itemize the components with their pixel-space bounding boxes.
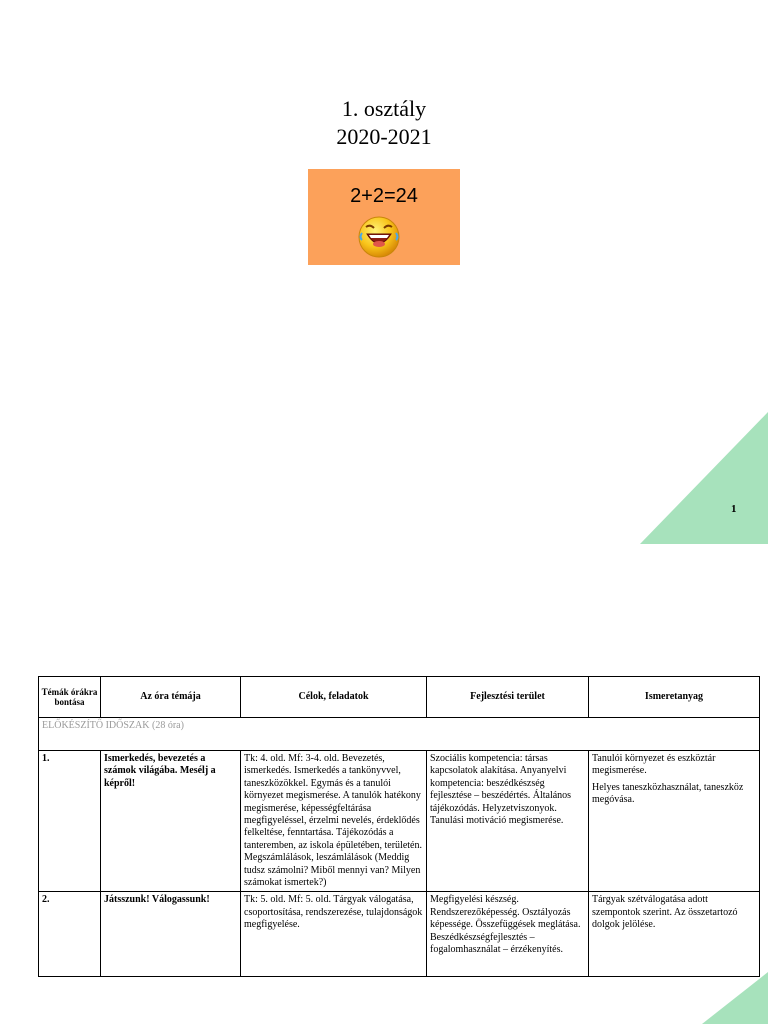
section-row bbox=[39, 718, 760, 751]
title-school-year: 2020-2021 bbox=[336, 124, 432, 149]
header-topics-by-lesson: Témák órákra bontása bbox=[39, 677, 101, 718]
header-lesson-topic: Az óra témája bbox=[101, 677, 241, 718]
page-number: 1 bbox=[731, 503, 737, 515]
lesson-knowledge bbox=[589, 892, 760, 977]
table-row bbox=[39, 751, 760, 892]
knowledge-item: Tanulói környezet és eszköztár megismerése. bbox=[592, 753, 716, 777]
decorative-triangle bbox=[640, 412, 768, 544]
lesson-goals: Tk: 4. old. Mf: 3-4. old. Bevezetés, ismerkedés. Ismerkedés a tankönyvvel, taneszközökkel. Egymás és a tanulói környezet megismerése. A tanulók hatékony megismerése, képességfeltárása megfigyeléssel, érzelmi nevelés, érdeklődés felkeltése, fenntartása. Tájékozódás a tanteremben, az iskola épületében, területén. Megszámlálások, leszámlálások (Meddig tudsz számolni? Miből mennyi van? Milyen számokat ismertek?) bbox=[241, 751, 427, 892]
lesson-development: Megfigyelési készség. Rendszerezőképesség. Osztályozás képessége. Összefüggések meglátása. Beszédkészségfejlesztés – fogalomhasználat – érzékenyítés. bbox=[427, 892, 589, 977]
lesson-development: Szociális kompetencia: társas kapcsolatok alakítása. Anyanyelvi kompetencia: beszédkészség fejlesztése – beszédértés. Általános tájékozódás. Helyzetviszonyok. Tanulási motiváció megismerése. bbox=[427, 751, 589, 892]
knowledge-item: Helyes taneszközhasználat, taneszköz megóvása. bbox=[592, 781, 744, 806]
equation-text: 2+2=24 bbox=[350, 185, 418, 207]
header-knowledge: Ismeretanyag bbox=[589, 677, 760, 718]
section-title: ELŐKÉSZÍTŐ IDŐSZAK (28 óra) bbox=[39, 718, 760, 751]
lesson-goals: Tk: 5. old. Mf: 5. old. Tárgyak válogatása, csoportosítása, rendszerezése, tulajdonságok megfigyelése. bbox=[241, 892, 427, 977]
laughing-smiley-icon bbox=[354, 213, 404, 259]
table-header-row bbox=[39, 677, 760, 718]
decorative-triangle bbox=[702, 972, 768, 1024]
lesson-plan-table bbox=[38, 676, 760, 977]
table-row bbox=[39, 892, 760, 977]
cover-illustration bbox=[308, 169, 460, 265]
title-grade: 1. osztály bbox=[341, 96, 427, 121]
header-development-area: Fejlesztési terület bbox=[427, 677, 589, 718]
lesson-topic: Ismerkedés, bevezetés a számok világába. Mesélj a képről! bbox=[101, 751, 241, 892]
header-goals-tasks: Célok, feladatok bbox=[241, 677, 427, 718]
lesson-number: 1. bbox=[39, 751, 101, 892]
knowledge-item: Tárgyak szétválogatása adott szempontok szerint. Az összetartozó dolgok jelölése. bbox=[592, 894, 738, 931]
lesson-knowledge bbox=[589, 751, 760, 892]
document-title bbox=[0, 95, 768, 151]
lesson-topic: Játsszunk! Válogassunk! bbox=[101, 892, 241, 977]
lesson-number: 2. bbox=[39, 892, 101, 977]
